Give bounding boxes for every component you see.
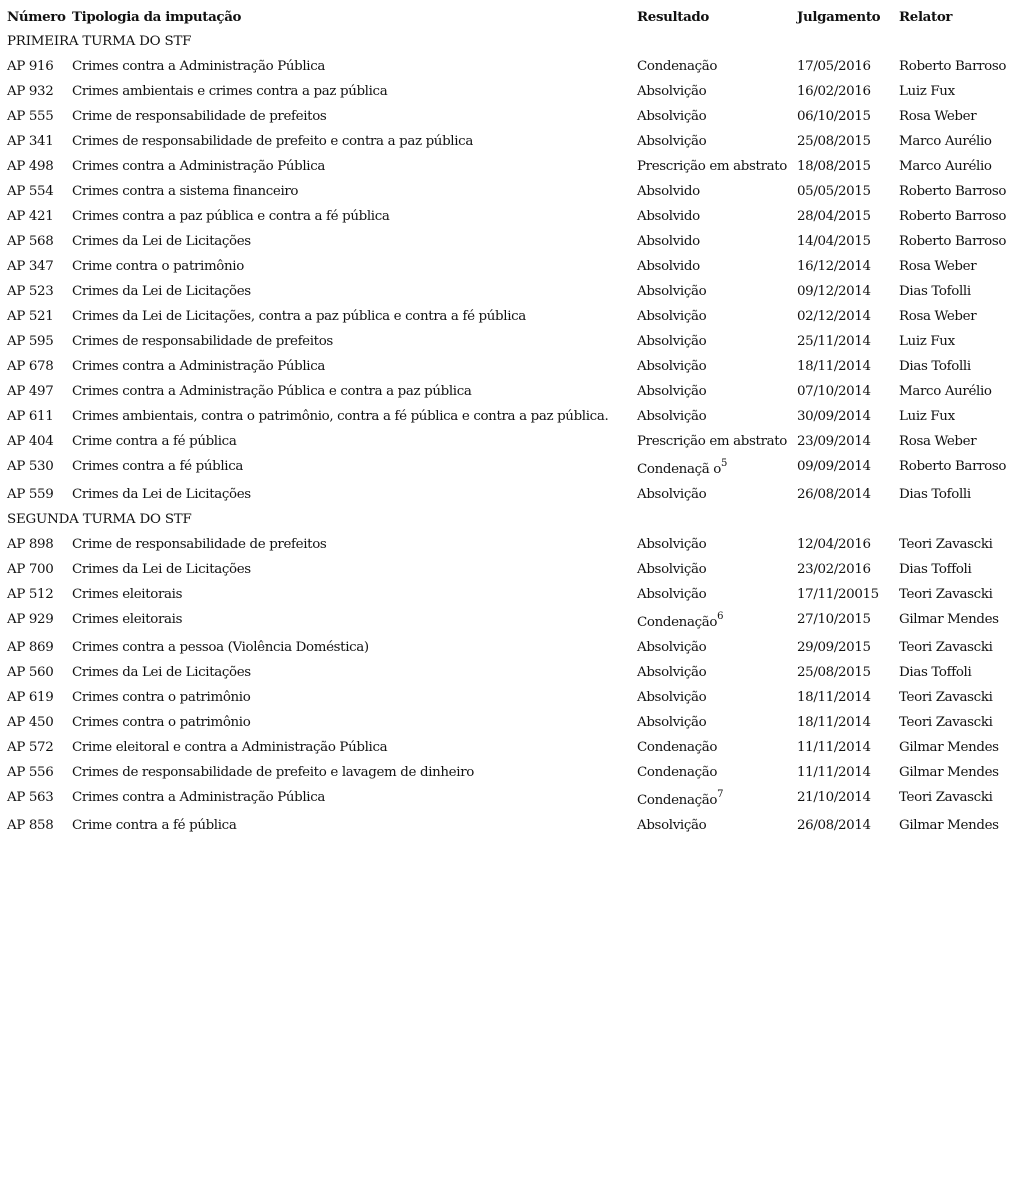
table-body [7, 29, 1015, 838]
cell-numero: AP 347 [7, 259, 54, 274]
cell-resultado [637, 557, 797, 582]
cell-numero: AP 521 [7, 309, 54, 324]
cell-julgamento: 18/11/2014 [797, 690, 871, 705]
cell-tipologia: Crime contra a fé pública [72, 818, 237, 833]
cell-relator: Teori Zavascki [899, 640, 993, 655]
cell-relator: Gilmar Mendes [899, 612, 999, 627]
cell-resultado [637, 229, 797, 254]
table-row [7, 379, 1015, 404]
cell-tipologia: Crime contra o patrimônio [72, 259, 244, 274]
cell-relator: Marco Aurélio [899, 384, 992, 399]
resultado-text: Condenação [637, 765, 718, 780]
cell-julgamento: 17/05/2016 [797, 59, 871, 74]
resultado-text: Absolvição [637, 562, 707, 577]
table-row [7, 404, 1015, 429]
cell-resultado [637, 429, 797, 454]
table-row [7, 354, 1015, 379]
table-row [7, 79, 1015, 104]
cell-resultado [637, 279, 797, 304]
section-title: SEGUNDA TURMA DO STF [7, 512, 192, 527]
cell-numero: AP 497 [7, 384, 54, 399]
cell-resultado [637, 104, 797, 129]
cell-numero: AP 869 [7, 640, 54, 655]
cell-julgamento: 07/10/2014 [797, 384, 871, 399]
cell-tipologia: Crimes de responsabilidade de prefeitos [72, 334, 333, 349]
cell-numero: AP 450 [7, 715, 54, 730]
resultado-text: Absolvição [637, 640, 707, 655]
cell-numero: AP 619 [7, 690, 54, 705]
header-julgamento: Julgamento [797, 9, 881, 25]
cell-julgamento: 18/11/2014 [797, 359, 871, 374]
cell-resultado [637, 660, 797, 685]
cell-resultado [637, 404, 797, 429]
cell-julgamento: 11/11/2014 [797, 765, 871, 780]
cell-resultado [637, 582, 797, 607]
resultado-text: Condenação [637, 793, 718, 808]
cell-tipologia: Crime contra a fé pública [72, 434, 237, 449]
header-resultado: Resultado [637, 9, 710, 25]
cell-relator: Gilmar Mendes [899, 818, 999, 833]
resultado-text: Absolvido [637, 234, 700, 249]
resultado-text: Absolvido [637, 259, 700, 274]
cell-resultado [637, 379, 797, 404]
table-row [7, 685, 1015, 710]
resultado-text: Absolvição [637, 487, 707, 502]
cell-relator: Roberto Barroso [899, 209, 1007, 224]
cell-julgamento: 23/09/2014 [797, 434, 871, 449]
header-relator: Relator [899, 9, 953, 25]
cell-relator: Dias Tofolli [899, 487, 971, 502]
cell-julgamento: 12/04/2016 [797, 537, 871, 552]
resultado-text: Condenação [637, 59, 718, 74]
cell-relator: Teori Zavascki [899, 587, 993, 602]
cell-relator: Teori Zavascki [899, 715, 993, 730]
cell-numero: AP 556 [7, 765, 54, 780]
cell-julgamento: 25/08/2015 [797, 665, 871, 680]
cell-resultado [637, 329, 797, 354]
cell-relator: Roberto Barroso [899, 234, 1007, 249]
table-row [7, 760, 1015, 785]
table-row [7, 229, 1015, 254]
cell-relator: Roberto Barroso [899, 459, 1007, 474]
cell-resultado [637, 482, 797, 507]
resultado-text: Absolvição [637, 818, 707, 833]
cell-resultado [637, 254, 797, 279]
cell-relator: Marco Aurélio [899, 134, 992, 149]
cell-julgamento: 25/08/2015 [797, 134, 871, 149]
cell-numero: AP 898 [7, 537, 54, 552]
cell-numero: AP 932 [7, 84, 54, 99]
cell-resultado [637, 813, 797, 838]
cell-relator: Gilmar Mendes [899, 740, 999, 755]
table-row [7, 635, 1015, 660]
cell-tipologia: Crimes contra a paz pública e contra a fé pública [72, 209, 390, 224]
cell-numero: AP 563 [7, 790, 54, 805]
cell-tipologia: Crimes eleitorais [72, 612, 183, 627]
resultado-text: Absolvição [637, 359, 707, 374]
cell-julgamento: 23/02/2016 [797, 562, 871, 577]
judgments-table [7, 4, 1015, 838]
cell-tipologia: Crimes da Lei de Licitações [72, 562, 251, 577]
table-row [7, 582, 1015, 607]
table-row [7, 154, 1015, 179]
table-row [7, 735, 1015, 760]
cell-tipologia: Crimes contra a Administração Pública [72, 790, 325, 805]
cell-julgamento: 11/11/2014 [797, 740, 871, 755]
resultado-text: Absolvição [637, 134, 707, 149]
table-row [7, 279, 1015, 304]
cell-resultado [637, 760, 797, 785]
cell-tipologia: Crimes eleitorais [72, 587, 183, 602]
cell-relator: Dias Tofolli [899, 284, 971, 299]
cell-relator: Rosa Weber [899, 259, 977, 274]
table-row [7, 329, 1015, 354]
cell-resultado [637, 204, 797, 229]
resultado-text: Absolvição [637, 409, 707, 424]
resultado-text: Absolvido [637, 184, 700, 199]
resultado-text: Absolvição [637, 715, 707, 730]
header-numero: Número [7, 9, 66, 25]
table-row [7, 785, 1015, 813]
cell-resultado [637, 685, 797, 710]
cell-tipologia: Crime eleitoral e contra a Administração Pública [72, 740, 388, 755]
footnote-marker: 6 [717, 610, 724, 622]
cell-numero: AP 341 [7, 134, 54, 149]
cell-relator: Dias Tofolli [899, 359, 971, 374]
cell-numero: AP 523 [7, 284, 54, 299]
cell-numero: AP 555 [7, 109, 54, 124]
cell-relator: Rosa Weber [899, 434, 977, 449]
cell-julgamento: 26/08/2014 [797, 818, 871, 833]
footnote-marker: 7 [717, 788, 724, 800]
cell-resultado [637, 785, 797, 813]
table-row [7, 660, 1015, 685]
resultado-text: Absolvição [637, 284, 707, 299]
cell-relator: Teori Zavascki [899, 537, 993, 552]
cell-julgamento: 02/12/2014 [797, 309, 871, 324]
resultado-text: Condenação [637, 740, 718, 755]
resultado-text: Condenação [637, 615, 718, 630]
cell-relator: Teori Zavascki [899, 790, 993, 805]
resultado-text: Absolvição [637, 587, 707, 602]
resultado-text: Absolvição [637, 384, 707, 399]
cell-relator: Marco Aurélio [899, 159, 992, 174]
cell-julgamento: 18/08/2015 [797, 159, 871, 174]
cell-resultado [637, 635, 797, 660]
table-row [7, 179, 1015, 204]
cell-resultado [637, 129, 797, 154]
section-row [7, 29, 1015, 54]
cell-tipologia: Crimes ambientais e crimes contra a paz pública [72, 84, 388, 99]
resultado-text: Absolvição [637, 334, 707, 349]
cell-numero: AP 560 [7, 665, 54, 680]
resultado-text: Condenaçã o [637, 462, 721, 477]
cell-resultado [637, 79, 797, 104]
cell-resultado [637, 354, 797, 379]
cell-tipologia: Crimes de responsabilidade de prefeito e lavagem de dinheiro [72, 765, 474, 780]
cell-julgamento: 14/04/2015 [797, 234, 871, 249]
cell-numero: AP 568 [7, 234, 54, 249]
cell-julgamento: 27/10/2015 [797, 612, 871, 627]
cell-relator: Rosa Weber [899, 109, 977, 124]
section-title: PRIMEIRA TURMA DO STF [7, 34, 192, 49]
table-row [7, 104, 1015, 129]
table-row [7, 557, 1015, 582]
footnote-marker: 5 [721, 457, 728, 469]
cell-resultado [637, 532, 797, 557]
cell-julgamento: 29/09/2015 [797, 640, 871, 655]
table-row [7, 204, 1015, 229]
resultado-text: Absolvido [637, 209, 700, 224]
resultado-text: Prescrição em abstrato [637, 434, 788, 449]
cell-numero: AP 916 [7, 59, 54, 74]
cell-julgamento: 26/08/2014 [797, 487, 871, 502]
cell-tipologia: Crimes contra o patrimônio [72, 690, 251, 705]
cell-relator: Teori Zavascki [899, 690, 993, 705]
cell-tipologia: Crime de responsabilidade de prefeitos [72, 537, 327, 552]
cell-numero: AP 512 [7, 587, 54, 602]
cell-relator: Gilmar Mendes [899, 765, 999, 780]
cell-tipologia: Crimes da Lei de Licitações [72, 487, 251, 502]
table-row [7, 532, 1015, 557]
table-row [7, 607, 1015, 635]
table-row [7, 254, 1015, 279]
cell-julgamento: 09/12/2014 [797, 284, 871, 299]
cell-julgamento: 05/05/2015 [797, 184, 871, 199]
cell-relator: Luiz Fux [899, 84, 955, 99]
cell-tipologia: Crimes contra a Administração Pública [72, 59, 325, 74]
cell-relator: Dias Toffoli [899, 562, 972, 577]
cell-resultado [637, 607, 797, 635]
cell-numero: AP 572 [7, 740, 54, 755]
cell-julgamento: 17/11/20015 [797, 587, 879, 602]
resultado-text: Absolvição [637, 690, 707, 705]
cell-relator: Dias Toffoli [899, 665, 972, 680]
cell-julgamento: 30/09/2014 [797, 409, 871, 424]
cell-julgamento: 25/11/2014 [797, 334, 871, 349]
cell-resultado [637, 454, 797, 482]
resultado-text: Absolvição [637, 84, 707, 99]
table-row [7, 813, 1015, 838]
cell-relator: Luiz Fux [899, 334, 955, 349]
cell-resultado [637, 54, 797, 79]
cell-numero: AP 498 [7, 159, 54, 174]
cell-tipologia: Crimes de responsabilidade de prefeito e contra a paz pública [72, 134, 473, 149]
table-row [7, 429, 1015, 454]
cell-numero: AP 421 [7, 209, 54, 224]
cell-relator: Roberto Barroso [899, 59, 1007, 74]
table-row [7, 454, 1015, 482]
section-row [7, 507, 1015, 532]
cell-julgamento: 16/12/2014 [797, 259, 871, 274]
cell-tipologia: Crimes da Lei de Licitações [72, 665, 251, 680]
cell-tipologia: Crimes contra a fé pública [72, 459, 243, 474]
resultado-text: Absolvição [637, 109, 707, 124]
cell-numero: AP 700 [7, 562, 54, 577]
table-row [7, 54, 1015, 79]
cell-resultado [637, 735, 797, 760]
cell-numero: AP 611 [7, 409, 54, 424]
cell-numero: AP 858 [7, 818, 54, 833]
cell-tipologia: Crimes da Lei de Licitações, contra a paz pública e contra a fé pública [72, 309, 526, 324]
resultado-text: Prescrição em abstrato [637, 159, 788, 174]
resultado-text: Absolvição [637, 665, 707, 680]
cell-tipologia: Crimes contra a sistema financeiro [72, 184, 299, 199]
cell-numero: AP 929 [7, 612, 54, 627]
cell-numero: AP 559 [7, 487, 54, 502]
cell-relator: Roberto Barroso [899, 184, 1007, 199]
cell-resultado [637, 304, 797, 329]
cell-julgamento: 16/02/2016 [797, 84, 871, 99]
table-row [7, 129, 1015, 154]
cell-tipologia: Crimes contra a pessoa (Violência Doméstica) [72, 640, 369, 655]
cell-relator: Luiz Fux [899, 409, 955, 424]
cell-numero: AP 678 [7, 359, 54, 374]
cell-tipologia: Crimes contra a Administração Pública [72, 159, 325, 174]
table-row [7, 710, 1015, 735]
cell-tipologia: Crime de responsabilidade de prefeitos [72, 109, 327, 124]
cell-numero: AP 530 [7, 459, 54, 474]
cell-resultado [637, 154, 797, 179]
cell-numero: AP 404 [7, 434, 54, 449]
resultado-text: Absolvição [637, 537, 707, 552]
cell-tipologia: Crimes da Lei de Licitações [72, 284, 251, 299]
cell-tipologia: Crimes ambientais, contra o patrimônio, contra a fé pública e contra a paz pública. [72, 409, 609, 424]
cell-julgamento: 06/10/2015 [797, 109, 871, 124]
cell-julgamento: 09/09/2014 [797, 459, 871, 474]
cell-tipologia: Crimes contra a Administração Pública [72, 359, 325, 374]
cell-tipologia: Crimes contra o patrimônio [72, 715, 251, 730]
cell-resultado [637, 179, 797, 204]
cell-relator: Rosa Weber [899, 309, 977, 324]
table-header-row [7, 4, 1015, 29]
cell-resultado [637, 710, 797, 735]
cell-julgamento: 18/11/2014 [797, 715, 871, 730]
cell-julgamento: 21/10/2014 [797, 790, 871, 805]
table-row [7, 482, 1015, 507]
cell-julgamento: 28/04/2015 [797, 209, 871, 224]
cell-tipologia: Crimes da Lei de Licitações [72, 234, 251, 249]
cell-numero: AP 595 [7, 334, 54, 349]
header-tipologia: Tipologia da imputação [72, 9, 242, 25]
resultado-text: Absolvição [637, 309, 707, 324]
cell-tipologia: Crimes contra a Administração Pública e contra a paz pública [72, 384, 472, 399]
table-row [7, 304, 1015, 329]
cell-numero: AP 554 [7, 184, 54, 199]
